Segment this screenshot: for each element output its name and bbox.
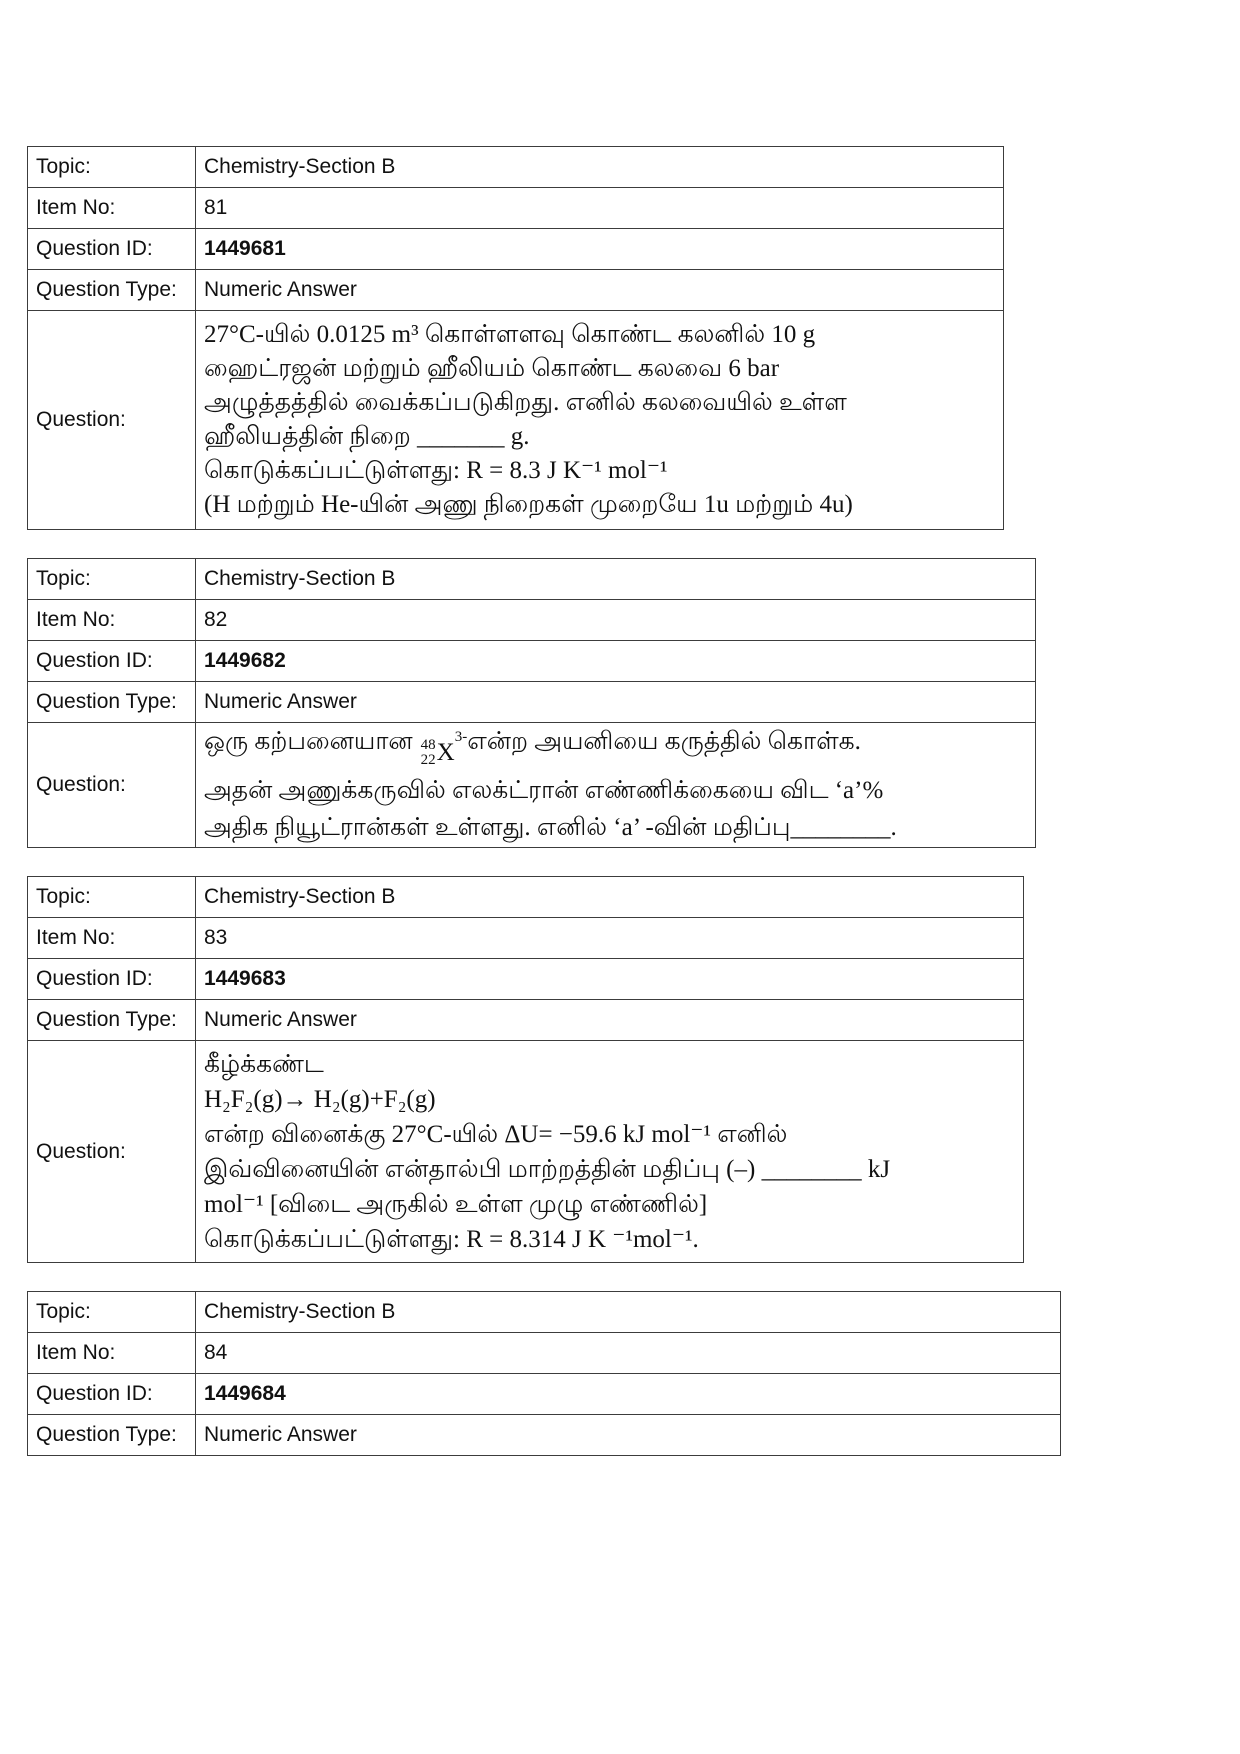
question-type-row — [28, 682, 1036, 723]
topic-label: Topic: — [28, 1292, 196, 1332]
question-text — [196, 1041, 1024, 1262]
question-id-value: 1449684 — [196, 1374, 1061, 1414]
ion-charge: 3- — [454, 729, 468, 745]
question-id-label: Question ID: — [28, 959, 196, 999]
question-type-row — [28, 1415, 1061, 1456]
question-line: அழுத்தத்தில் வைக்கப்படுகிறது. எனில் கலவையில் உள்ள — [204, 389, 847, 416]
question-type-value: Numeric Answer — [196, 1000, 1024, 1040]
question-line: (H மற்றும் He-யின் அணு நிறைகள் முறையே 1u மற்றும் 4u) — [204, 491, 853, 518]
question-id-row — [28, 959, 1024, 1000]
item-no-value: 82 — [196, 600, 1036, 640]
question-type-value: Numeric Answer — [196, 682, 1036, 722]
question-id-row — [28, 1374, 1061, 1415]
item-no-row — [28, 918, 1024, 959]
mass-number: 48 — [420, 737, 436, 753]
question-label: Question: — [28, 311, 196, 529]
item-no-label: Item No: — [28, 600, 196, 640]
item-no-value: 83 — [196, 918, 1024, 958]
question-text — [196, 311, 1004, 529]
topic-label: Topic: — [28, 147, 196, 187]
question-block-82 — [27, 558, 1036, 848]
question-label: Question: — [28, 1041, 196, 1262]
question-block-84 — [27, 1291, 1061, 1456]
item-no-label: Item No: — [28, 1333, 196, 1373]
item-no-row — [28, 1333, 1061, 1374]
topic-row — [28, 559, 1036, 600]
topic-row — [28, 877, 1024, 918]
question-row — [28, 311, 1004, 530]
question-line: அதிக நியூட்ரான்கள் உள்ளது. எனில் ‘a’ -வின் மதிப்பு________. — [204, 814, 897, 842]
item-no-row — [28, 600, 1036, 641]
question-line-start: ஒரு கற்பனையான — [204, 728, 413, 755]
question-line: 27°C-யில் 0.0125 m³ கொள்ளளவு கொண்ட கலனில் 10 g — [204, 321, 816, 348]
question-type-value: Numeric Answer — [196, 270, 1004, 310]
question-type-label: Question Type: — [28, 270, 196, 310]
question-line: என்ற வினைக்கு 27°C-யில் ΔU= −59.6 kJ mol⁻¹ எனில் — [204, 1120, 788, 1148]
question-id-row — [28, 229, 1004, 270]
question-line: mol⁻¹ [விடை அருகில் உள்ள முழு எண்ணில்] — [204, 1190, 708, 1218]
question-type-label: Question Type: — [28, 1415, 196, 1455]
question-line: அதன் அணுக்கருவில் எலக்ட்ரான் எண்ணிக்கையை விட ‘a’% — [204, 776, 884, 804]
question-line: ஹைட்ரஜன் மற்றும் ஹீலியம் கொண்ட கலவை 6 bar — [204, 355, 780, 382]
question-block-83 — [27, 876, 1024, 1263]
question-line: கொடுக்கப்பட்டுள்ளது: R = 8.314 J K ⁻¹mol⁻¹. — [204, 1225, 699, 1253]
question-line: கொடுக்கப்பட்டுள்ளது: R = 8.3 J K⁻¹ mol⁻¹ — [204, 457, 668, 484]
topic-value: Chemistry-Section B — [196, 559, 1036, 599]
question-id-label: Question ID: — [28, 229, 196, 269]
atomic-number: 22 — [420, 752, 436, 768]
topic-row — [28, 1292, 1061, 1333]
item-no-value: 81 — [196, 188, 1004, 228]
question-text — [196, 723, 1036, 847]
question-id-label: Question ID: — [28, 1374, 196, 1414]
topic-row — [28, 147, 1004, 188]
question-label: Question: — [28, 723, 196, 847]
question-line — [204, 723, 1029, 772]
question-id-value: 1449683 — [196, 959, 1024, 999]
question-line: H₂F₂(g)→ H₂(g)+F₂(g) — [204, 1085, 436, 1113]
topic-label: Topic: — [28, 559, 196, 599]
item-no-value: 84 — [196, 1333, 1061, 1373]
topic-value: Chemistry-Section B — [196, 877, 1024, 917]
question-row — [28, 723, 1036, 848]
item-no-label: Item No: — [28, 918, 196, 958]
question-type-label: Question Type: — [28, 682, 196, 722]
question-line: கீழ்க்கண்ட — [204, 1050, 324, 1078]
question-type-label: Question Type: — [28, 1000, 196, 1040]
question-line-end: என்ற அயனியை கருத்தில் கொள்க. — [467, 728, 861, 755]
nuclide-notation — [420, 729, 468, 772]
question-line: ஹீலியத்தின் நிறை _______ g. — [204, 423, 530, 450]
topic-value: Chemistry-Section B — [196, 1292, 1061, 1332]
question-id-row — [28, 641, 1036, 682]
question-row — [28, 1041, 1024, 1263]
question-id-value: 1449681 — [196, 229, 1004, 269]
question-type-row — [28, 270, 1004, 311]
item-no-label: Item No: — [28, 188, 196, 228]
question-id-label: Question ID: — [28, 641, 196, 681]
question-block-81 — [27, 146, 1004, 530]
element-symbol: X — [436, 739, 455, 766]
question-type-row — [28, 1000, 1024, 1041]
topic-label: Topic: — [28, 877, 196, 917]
question-line: இவ்வினையின் என்தால்பி மாற்றத்தின் மதிப்பு (–) ________ kJ — [204, 1155, 891, 1183]
question-type-value: Numeric Answer — [196, 1415, 1061, 1455]
topic-value: Chemistry-Section B — [196, 147, 1004, 187]
item-no-row — [28, 188, 1004, 229]
nuclide-numbers — [421, 738, 436, 768]
question-id-value: 1449682 — [196, 641, 1036, 681]
